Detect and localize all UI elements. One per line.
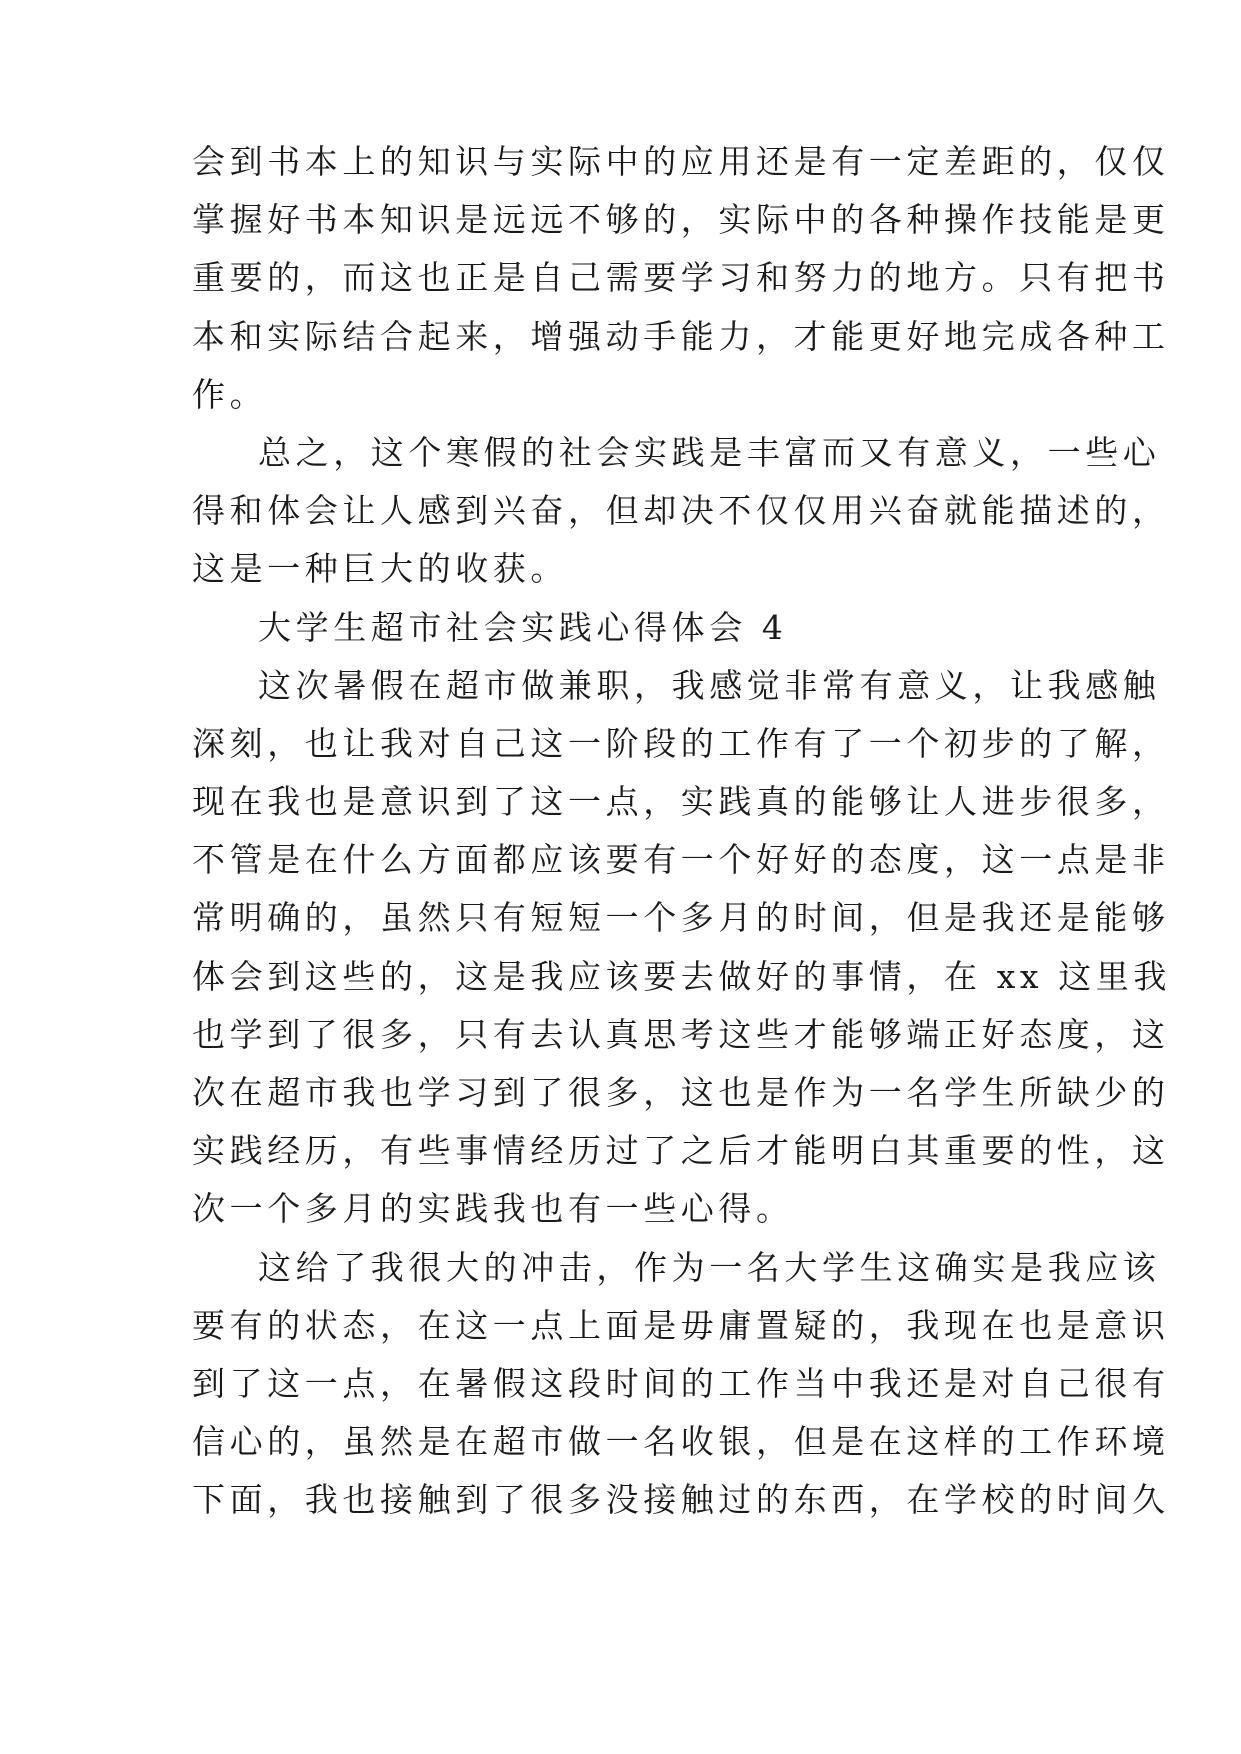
text-line: 掌握好书本知识是远远不够的，实际中的各种操作技能是更 (192, 200, 1170, 240)
text-line: 实践经历，有些事情经历过了之后才能明白其重要的性，这 (192, 1131, 1170, 1171)
text-line: 本和实际结合起来，增强动手能力，才能更好地完成各种工 (192, 316, 1170, 356)
paragraph-start-line: 这给了我很大的冲击，作为一名大学生这确实是我应该 (258, 1247, 1161, 1287)
text-line: 下面，我也接触到了很多没接触过的东西，在学校的时间久 (192, 1480, 1170, 1520)
text-line: 会到书本上的知识与实际中的应用还是有一定差距的，仅仅 (192, 142, 1170, 181)
section-heading: 大学生超市社会实践心得体会 4 (258, 607, 788, 647)
paragraph-start-line: 总之，这个寒假的社会实践是丰富而又有意义，一些心 (258, 432, 1161, 472)
text-line: 现在我也是意识到了这一点，实践真的能够让人进步很多， (192, 782, 1170, 822)
text-line: 作。 (192, 374, 268, 414)
text-line: 到了这一点，在暑假这段时间的工作当中我还是对自己很有 (192, 1363, 1170, 1403)
text-line: 信心的，虽然是在超市做一名收银，但是在这样的工作环境 (192, 1422, 1170, 1462)
text-line: 体会到这些的，这是我应该要去做好的事情，在 xx 这里我 (192, 956, 1172, 996)
text-line: 次一个多月的实践我也有一些心得。 (192, 1189, 794, 1229)
text-line: 重要的，而这也正是自己需要学习和努力的地方。只有把书 (192, 258, 1170, 298)
text-line: 常明确的，虽然只有短短一个多月的时间，但是我还是能够 (192, 898, 1170, 938)
document-body (192, 133, 1172, 1530)
text-line: 不管是在什么方面都应该要有一个好好的态度，这一点是非 (192, 840, 1170, 880)
text-line: 得和体会让人感到兴奋，但却决不仅仅用兴奋就能描述的， (192, 491, 1170, 531)
text-line: 也学到了很多，只有去认真思考这些才能够端正好态度，这 (192, 1014, 1170, 1054)
text-line: 这是一种巨大的收获。 (192, 549, 568, 589)
text-line: 要有的状态，在这一点上面是毋庸置疑的，我现在也是意识 (192, 1305, 1170, 1345)
paragraph-start-line: 这次暑假在超市做兼职，我感觉非常有意义，让我感触 (258, 665, 1161, 705)
text-line: 深刻，也让我对自己这一阶段的工作有了一个初步的了解， (192, 723, 1170, 763)
text-line: 次在超市我也学习到了很多，这也是作为一名学生所缺少的 (192, 1073, 1170, 1112)
